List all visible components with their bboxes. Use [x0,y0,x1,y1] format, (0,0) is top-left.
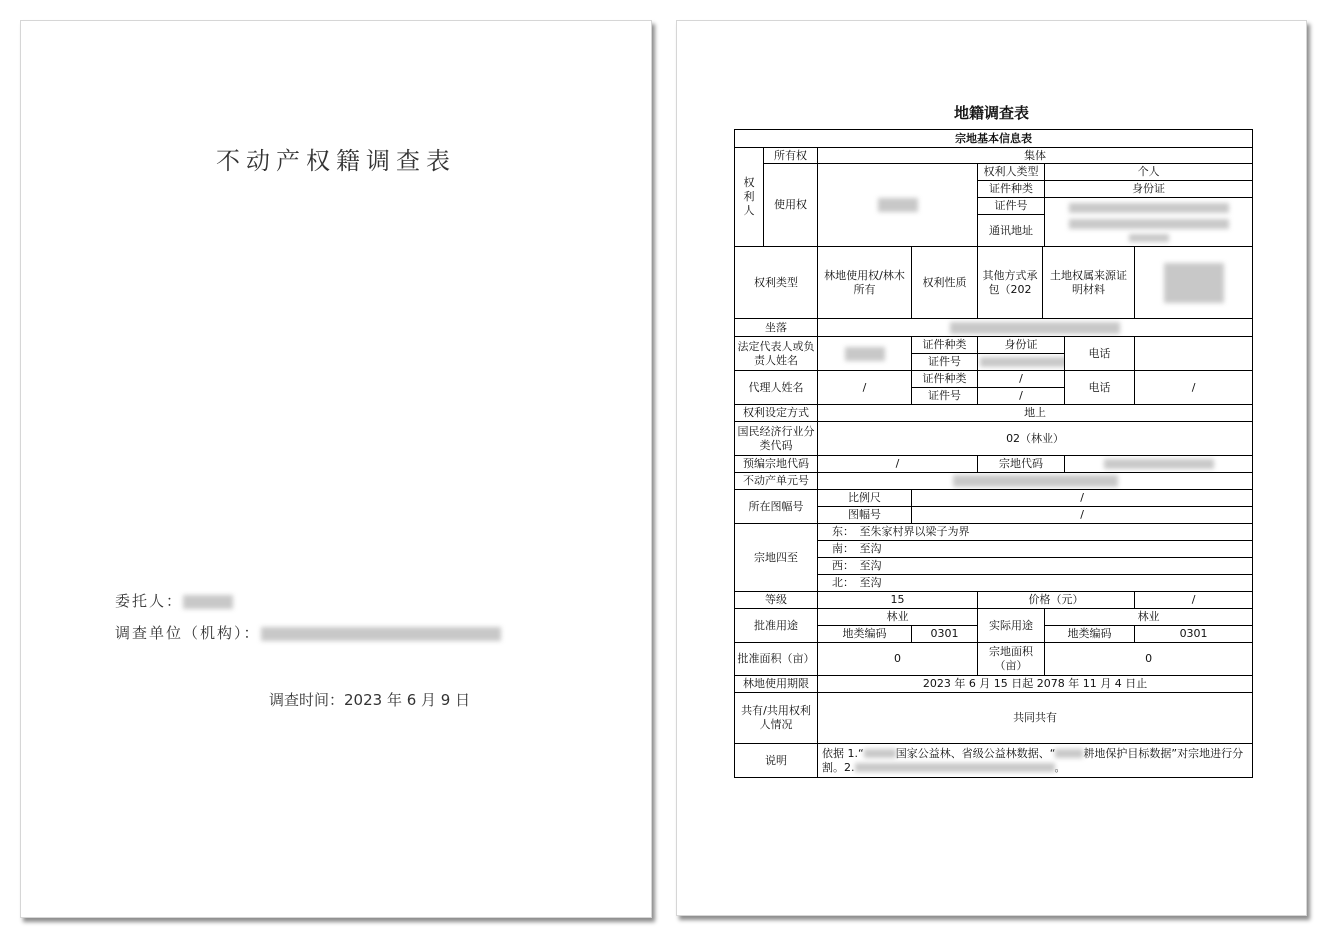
holder-type-value: 个人 [1045,164,1253,181]
redacted-legal-rep [845,347,885,361]
sheet-no-value: / [912,507,1253,524]
parcel-area-label: 宗地面积（亩） [978,643,1045,676]
legal-cert-type-label: 证件种类 [912,337,978,354]
map-sheet-label: 所在图幅号 [735,490,818,524]
agent-value: / [818,371,912,405]
legal-phone-value [1135,337,1253,371]
location-label: 坐落 [735,319,818,337]
pre-code-value: / [818,456,978,473]
boundary-north: 北： 至沟 [818,575,1253,592]
cover-page [20,20,652,918]
cert-type-label: 证件种类 [978,181,1045,198]
redacted-note-2 [1055,749,1083,758]
redacted-note-3 [855,763,1055,772]
shared-label: 共有/共用权利人情况 [735,693,818,744]
land-source-value [1135,247,1253,319]
section-header: 宗地基本信息表 [735,130,1253,148]
legal-phone-label: 电话 [1065,337,1135,371]
agent-label: 代理人姓名 [735,371,818,405]
right-type-value: 林地使用权/林木所有 [818,247,912,319]
cert-type-value: 身份证 [1045,181,1253,198]
cert-no-label: 证件号 [978,198,1045,215]
parcel-code-label: 宗地代码 [978,456,1065,473]
redacted-cert-no [1069,203,1229,213]
redacted-unit [261,627,501,641]
grade-label: 等级 [735,592,818,609]
redacted-parcel-code [1104,459,1214,469]
agent-cert-type-label: 证件种类 [912,371,978,388]
actual-code-value: 0301 [1135,626,1253,643]
redacted-land-source [1164,263,1224,303]
agent-phone-label: 电话 [1065,371,1135,405]
legal-cert-type-value: 身份证 [978,337,1065,354]
client-line [115,590,233,611]
agent-cert-type-value: / [978,371,1065,388]
term-label: 林地使用期限 [735,676,818,693]
price-value: / [1135,592,1253,609]
approved-area-label: 批准面积（亩） [735,643,818,676]
land-source-label: 土地权属来源证明材料 [1043,247,1135,319]
note-part-3: 耕地保护目标数据”对宗地进行分割。2. [822,746,1244,774]
redacted-address [1069,219,1229,229]
right-nature-label: 权利性质 [912,247,978,319]
land-code-value: 0301 [912,626,978,643]
boundaries-label: 宗地四至 [735,524,818,592]
parcel-area-value: 0 [1045,643,1253,676]
shared-value: 共同共有 [818,693,1253,744]
ownership-label: 所有权 [764,148,818,164]
right-nature-value: 其他方式承包（202 [978,247,1043,319]
industry-code-label: 国民经济行业分类代码 [735,422,818,456]
agent-cert-no-label: 证件号 [912,388,978,405]
redacted-location [950,322,1120,334]
holder-type-label: 权利人类型 [978,164,1045,181]
industry-code-value: 02（林业） [818,422,1253,456]
legal-cert-no-label: 证件号 [912,354,978,371]
sheet-no-label: 图幅号 [818,507,912,524]
survey-date: 调查时间：2023 年 6 月 9 日 [269,691,471,709]
parcel-info-table [734,129,1253,778]
unit-no-label: 不动产单元号 [735,473,818,490]
actual-use-value: 林业 [1045,609,1253,626]
form-page [676,20,1307,916]
unit-no-value [818,473,1253,490]
redacted-note-1 [864,749,896,758]
unit-line [115,622,501,643]
grade-value: 15 [818,592,978,609]
boundary-west: 西： 至沟 [818,558,1253,575]
form-title: 地籍调查表 [953,104,1029,122]
ownership-value: 集体 [818,148,1253,164]
pre-code-label: 预编宗地代码 [735,456,818,473]
scale-label: 比例尺 [818,490,912,507]
setting-method-value: 地上 [818,405,1253,422]
actual-use-label: 实际用途 [978,609,1045,643]
redacted-address-tail [1129,234,1169,242]
scale-value: / [912,490,1253,507]
agent-phone-value: / [1135,371,1253,405]
agent-cert-no-value: / [978,388,1065,405]
redacted-legal-cert-no [980,357,1065,367]
client-label: 委托人： [115,592,184,610]
approved-use-value: 林业 [818,609,978,626]
price-label: 价格（元） [978,592,1135,609]
redacted-unit-no [953,475,1118,487]
term-value: 2023 年 6 月 15 日起 2078 年 11 月 4 日止 [818,676,1253,693]
approved-use-label: 批准用途 [735,609,818,643]
approved-area-value: 0 [818,643,978,676]
use-right-holder [818,164,978,247]
redacted-client [183,595,233,609]
right-type-label: 权利类型 [735,247,818,319]
note-part-4: 。 [1054,760,1066,774]
parcel-code-value [1065,456,1253,473]
note-part-2: 国家公益林、省级公益林数据、“ [895,746,1056,760]
legal-cert-no-value [978,354,1065,371]
legal-rep-value [818,337,912,371]
note-value [818,744,1253,778]
use-right-label: 使用权 [764,164,818,247]
address-label: 通讯地址 [978,215,1045,247]
legal-rep-label: 法定代表人或负责人姓名 [735,337,818,371]
land-code-label: 地类编码 [818,626,912,643]
note-label: 说明 [735,744,818,778]
setting-method-label: 权利设定方式 [735,405,818,422]
unit-label: 调查单位（机构）： [115,624,261,642]
boundary-south: 南： 至沟 [818,541,1253,558]
cover-title: 不动产权籍调查表 [216,147,456,175]
actual-code-label: 地类编码 [1045,626,1135,643]
boundary-east: 东： 至朱家村界以梁子为界 [818,524,1253,541]
redacted-holder-name [878,198,918,212]
location-value [818,319,1253,337]
note-part-1: 依据 1.“ [822,746,864,760]
owner-group-label: 权利人 [735,148,764,247]
cert-no-and-address-value [1045,198,1253,247]
